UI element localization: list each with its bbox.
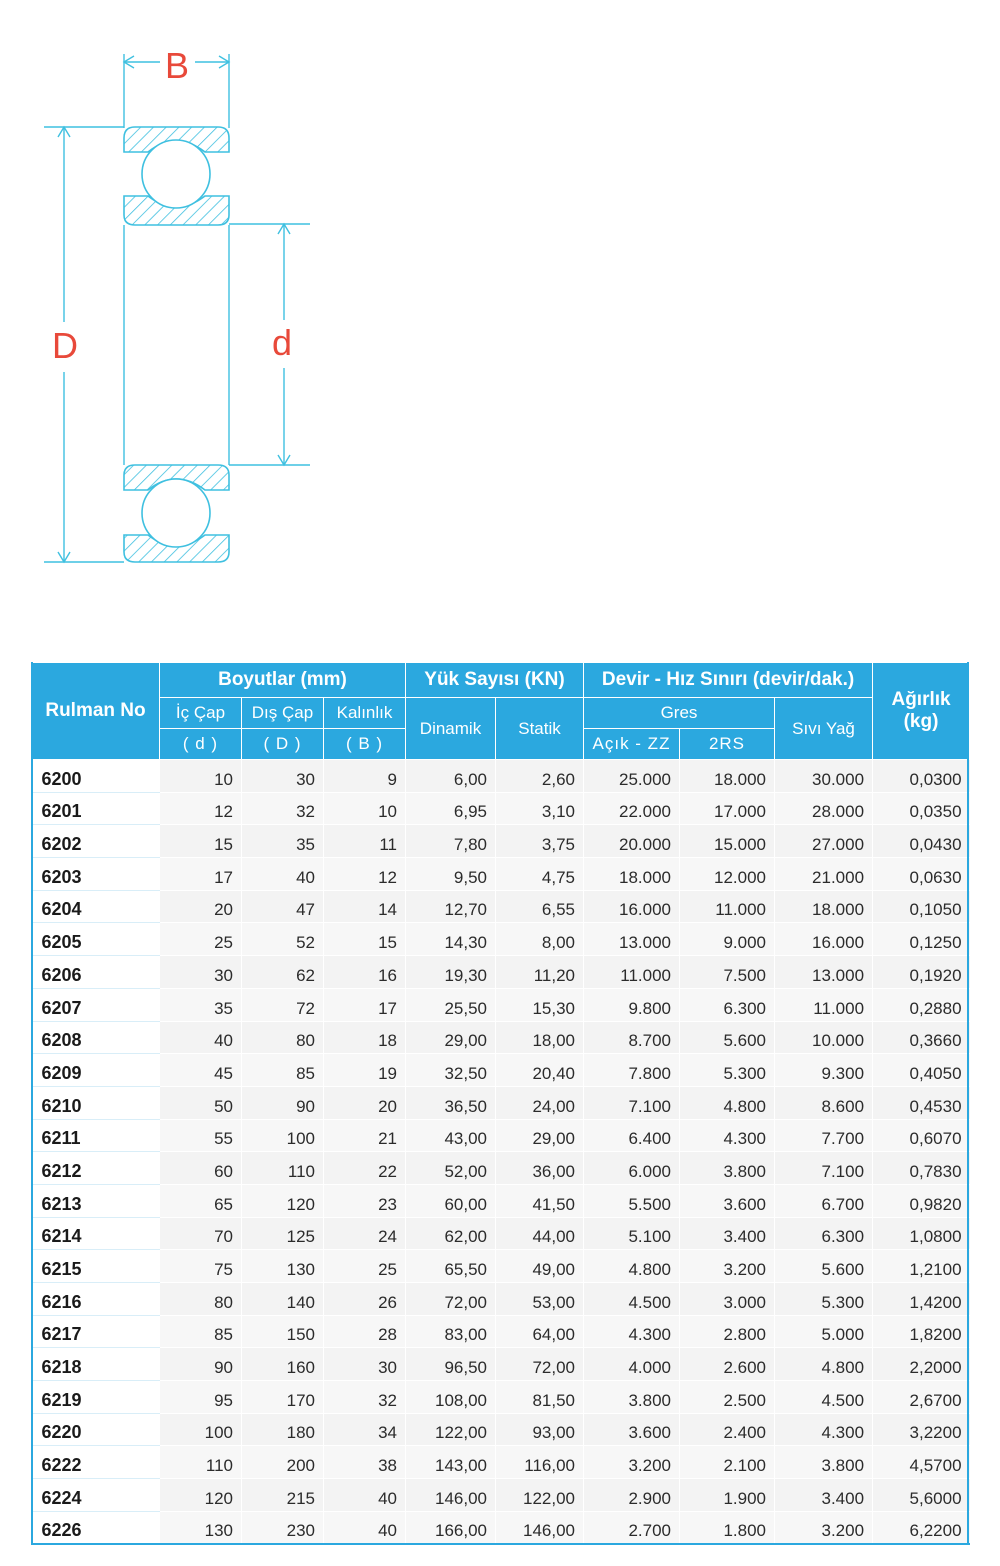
cell-kalinlik: 22 [324, 1152, 406, 1185]
cell-rulman-no: 6214 [32, 1217, 160, 1250]
cell-2rs: 2.800 [680, 1315, 775, 1348]
cell-acik-zz: 2.700 [584, 1511, 680, 1544]
cell-2rs: 12.000 [680, 858, 775, 891]
cell-ic-cap: 70 [160, 1217, 242, 1250]
header-2rs: 2RS [680, 729, 775, 760]
cell-rulman-no: 6211 [32, 1119, 160, 1152]
cell-dinamik: 108,00 [406, 1381, 496, 1414]
cell-statik: 44,00 [496, 1217, 584, 1250]
cell-2rs: 3.000 [680, 1283, 775, 1316]
table-frame-right [967, 662, 969, 1545]
cell-kalinlik: 11 [324, 825, 406, 858]
cell-2rs: 5.600 [680, 1021, 775, 1054]
cell-dis-cap: 85 [242, 1054, 324, 1087]
cell-dinamik: 52,00 [406, 1152, 496, 1185]
cell-dis-cap: 150 [242, 1315, 324, 1348]
cell-dis-cap: 230 [242, 1511, 324, 1544]
table-row [32, 1054, 970, 1087]
cell-2rs: 3.800 [680, 1152, 775, 1185]
cell-kalinlik: 12 [324, 858, 406, 891]
cell-ic-cap: 25 [160, 923, 242, 956]
cell-acik-zz: 8.700 [584, 1021, 680, 1054]
cell-dinamik: 96,50 [406, 1348, 496, 1381]
cell-ic-cap: 80 [160, 1283, 242, 1316]
cell-2rs: 6.300 [680, 988, 775, 1021]
cell-rulman-no: 6201 [32, 792, 160, 825]
cell-ic-cap: 85 [160, 1315, 242, 1348]
cell-statik: 122,00 [496, 1479, 584, 1512]
cell-agirlik: 0,9820 [873, 1184, 970, 1217]
cell-kalinlik: 20 [324, 1086, 406, 1119]
cell-statik: 146,00 [496, 1511, 584, 1544]
cell-2rs: 1.800 [680, 1511, 775, 1544]
cell-ic-cap: 130 [160, 1511, 242, 1544]
cell-dinamik: 7,80 [406, 825, 496, 858]
header-acik-zz: Açık - ZZ [584, 729, 680, 760]
cell-rulman-no: 6220 [32, 1413, 160, 1446]
cell-2rs: 2.400 [680, 1413, 775, 1446]
header-rulman-no: Rulman No [32, 663, 160, 760]
table-row [32, 1086, 970, 1119]
cell-2rs: 17.000 [680, 792, 775, 825]
cell-acik-zz: 9.800 [584, 988, 680, 1021]
cell-ic-cap: 30 [160, 956, 242, 989]
cell-rulman-no: 6224 [32, 1479, 160, 1512]
cell-ic-cap: 120 [160, 1479, 242, 1512]
cell-2rs: 2.600 [680, 1348, 775, 1381]
cell-sivi-yag: 8.600 [775, 1086, 873, 1119]
cell-agirlik: 0,3660 [873, 1021, 970, 1054]
cell-dis-cap: 100 [242, 1119, 324, 1152]
cell-2rs: 18.000 [680, 760, 775, 793]
table-row [32, 890, 970, 923]
cell-dinamik: 143,00 [406, 1446, 496, 1479]
cell-sivi-yag: 5.000 [775, 1315, 873, 1348]
table-row [32, 1348, 970, 1381]
cell-rulman-no: 6203 [32, 858, 160, 891]
cell-ic-cap: 55 [160, 1119, 242, 1152]
header-sivi-yag: Sıvı Yağ [775, 698, 873, 760]
table-row [32, 1184, 970, 1217]
cell-dis-cap: 170 [242, 1381, 324, 1414]
cell-acik-zz: 4.000 [584, 1348, 680, 1381]
cell-rulman-no: 6200 [32, 760, 160, 793]
table-row [32, 1250, 970, 1283]
cell-dis-cap: 160 [242, 1348, 324, 1381]
cell-acik-zz: 2.900 [584, 1479, 680, 1512]
cell-kalinlik: 40 [324, 1479, 406, 1512]
cell-dinamik: 83,00 [406, 1315, 496, 1348]
cell-agirlik: 0,0300 [873, 760, 970, 793]
cell-kalinlik: 32 [324, 1381, 406, 1414]
cell-kalinlik: 10 [324, 792, 406, 825]
cell-agirlik: 6,2200 [873, 1511, 970, 1544]
cell-2rs: 11.000 [680, 890, 775, 923]
cell-agirlik: 0,7830 [873, 1152, 970, 1185]
cell-ic-cap: 40 [160, 1021, 242, 1054]
cell-kalinlik: 40 [324, 1511, 406, 1544]
cell-agirlik: 0,0430 [873, 825, 970, 858]
header-statik: Statik [496, 698, 584, 760]
cell-rulman-no: 6208 [32, 1021, 160, 1054]
cell-acik-zz: 4.500 [584, 1283, 680, 1316]
cell-statik: 15,30 [496, 988, 584, 1021]
cell-agirlik: 1,4200 [873, 1283, 970, 1316]
cell-kalinlik: 19 [324, 1054, 406, 1087]
cell-kalinlik: 16 [324, 956, 406, 989]
cell-dinamik: 6,95 [406, 792, 496, 825]
bearing-spec-rows [32, 760, 970, 1545]
cell-rulman-no: 6204 [32, 890, 160, 923]
cell-statik: 4,75 [496, 858, 584, 891]
cell-kalinlik: 26 [324, 1283, 406, 1316]
cell-statik: 41,50 [496, 1184, 584, 1217]
cell-kalinlik: 24 [324, 1217, 406, 1250]
cell-acik-zz: 18.000 [584, 858, 680, 891]
table-row [32, 1152, 970, 1185]
cell-agirlik: 5,6000 [873, 1479, 970, 1512]
cell-2rs: 2.500 [680, 1381, 775, 1414]
cell-agirlik: 0,4050 [873, 1054, 970, 1087]
cell-rulman-no: 6210 [32, 1086, 160, 1119]
cell-rulman-no: 6205 [32, 923, 160, 956]
table-row [32, 825, 970, 858]
cell-acik-zz: 4.800 [584, 1250, 680, 1283]
cell-acik-zz: 7.800 [584, 1054, 680, 1087]
cell-kalinlik: 14 [324, 890, 406, 923]
table-row [32, 858, 970, 891]
cell-acik-zz: 6.400 [584, 1119, 680, 1152]
cell-sivi-yag: 27.000 [775, 825, 873, 858]
cell-sivi-yag: 13.000 [775, 956, 873, 989]
cell-agirlik: 1,2100 [873, 1250, 970, 1283]
cell-agirlik: 2,6700 [873, 1381, 970, 1414]
cell-statik: 72,00 [496, 1348, 584, 1381]
cell-statik: 3,75 [496, 825, 584, 858]
cell-statik: 11,20 [496, 956, 584, 989]
cell-acik-zz: 11.000 [584, 956, 680, 989]
cell-rulman-no: 6206 [32, 956, 160, 989]
cell-agirlik: 0,0350 [873, 792, 970, 825]
cell-kalinlik: 30 [324, 1348, 406, 1381]
cell-statik: 36,00 [496, 1152, 584, 1185]
cell-dis-cap: 215 [242, 1479, 324, 1512]
cell-dinamik: 146,00 [406, 1479, 496, 1512]
cell-acik-zz: 4.300 [584, 1315, 680, 1348]
cell-acik-zz: 6.000 [584, 1152, 680, 1185]
cell-dis-cap: 72 [242, 988, 324, 1021]
cell-dis-cap: 130 [242, 1250, 324, 1283]
table-row [32, 1413, 970, 1446]
cell-kalinlik: 34 [324, 1413, 406, 1446]
cell-dinamik: 72,00 [406, 1283, 496, 1316]
cell-dinamik: 36,50 [406, 1086, 496, 1119]
cell-dinamik: 9,50 [406, 858, 496, 891]
cell-rulman-no: 6217 [32, 1315, 160, 1348]
table-row [32, 1446, 970, 1479]
cell-statik: 93,00 [496, 1413, 584, 1446]
cell-ic-cap: 90 [160, 1348, 242, 1381]
cell-rulman-no: 6216 [32, 1283, 160, 1316]
cell-kalinlik: 9 [324, 760, 406, 793]
cell-statik: 20,40 [496, 1054, 584, 1087]
cell-rulman-no: 6207 [32, 988, 160, 1021]
cell-dis-cap: 140 [242, 1283, 324, 1316]
header-gres: Gres [584, 698, 775, 729]
cell-statik: 53,00 [496, 1283, 584, 1316]
cell-ic-cap: 15 [160, 825, 242, 858]
cell-sivi-yag: 5.300 [775, 1283, 873, 1316]
cell-dis-cap: 200 [242, 1446, 324, 1479]
cell-sivi-yag: 3.400 [775, 1479, 873, 1512]
cell-rulman-no: 6218 [32, 1348, 160, 1381]
cell-kalinlik: 15 [324, 923, 406, 956]
table-row [32, 1217, 970, 1250]
cell-dis-cap: 110 [242, 1152, 324, 1185]
cell-sivi-yag: 4.800 [775, 1348, 873, 1381]
cell-kalinlik: 28 [324, 1315, 406, 1348]
cell-acik-zz: 3.200 [584, 1446, 680, 1479]
cell-acik-zz: 7.100 [584, 1086, 680, 1119]
cell-dinamik: 29,00 [406, 1021, 496, 1054]
cell-dis-cap: 62 [242, 956, 324, 989]
cell-agirlik: 0,1920 [873, 956, 970, 989]
header-sym-d: ( d ) [160, 729, 242, 760]
table-row [32, 1511, 970, 1544]
cell-agirlik: 0,1250 [873, 923, 970, 956]
header-dis-cap: Dış Çap [242, 698, 324, 729]
cell-dinamik: 62,00 [406, 1217, 496, 1250]
cell-sivi-yag: 9.300 [775, 1054, 873, 1087]
cell-rulman-no: 6219 [32, 1381, 160, 1414]
header-yuk-sayisi: Yük Sayısı (KN) [406, 663, 584, 698]
cell-dis-cap: 32 [242, 792, 324, 825]
cell-dinamik: 12,70 [406, 890, 496, 923]
cell-ic-cap: 12 [160, 792, 242, 825]
cell-sivi-yag: 21.000 [775, 858, 873, 891]
cell-statik: 49,00 [496, 1250, 584, 1283]
cell-acik-zz: 3.800 [584, 1381, 680, 1414]
cell-dinamik: 60,00 [406, 1184, 496, 1217]
table-row [32, 956, 970, 989]
bearing-spec-table [31, 662, 970, 1545]
cell-agirlik: 0,6070 [873, 1119, 970, 1152]
cell-sivi-yag: 4.300 [775, 1413, 873, 1446]
cell-sivi-yag: 16.000 [775, 923, 873, 956]
cell-dinamik: 32,50 [406, 1054, 496, 1087]
table-row [32, 988, 970, 1021]
cell-rulman-no: 6209 [32, 1054, 160, 1087]
cell-dis-cap: 30 [242, 760, 324, 793]
cell-kalinlik: 38 [324, 1446, 406, 1479]
cell-ic-cap: 60 [160, 1152, 242, 1185]
cell-kalinlik: 18 [324, 1021, 406, 1054]
cell-2rs: 3.400 [680, 1217, 775, 1250]
cell-ic-cap: 45 [160, 1054, 242, 1087]
cell-sivi-yag: 6.300 [775, 1217, 873, 1250]
cell-agirlik: 0,1050 [873, 890, 970, 923]
cell-ic-cap: 10 [160, 760, 242, 793]
cell-statik: 29,00 [496, 1119, 584, 1152]
cell-acik-zz: 16.000 [584, 890, 680, 923]
cell-2rs: 3.600 [680, 1184, 775, 1217]
cell-dis-cap: 52 [242, 923, 324, 956]
cell-acik-zz: 20.000 [584, 825, 680, 858]
cell-agirlik: 2,2000 [873, 1348, 970, 1381]
cell-agirlik: 4,5700 [873, 1446, 970, 1479]
bearing-spec-table-container [31, 662, 969, 1545]
cell-statik: 3,10 [496, 792, 584, 825]
table-row [32, 1479, 970, 1512]
cell-sivi-yag: 18.000 [775, 890, 873, 923]
cell-agirlik: 0,0630 [873, 858, 970, 891]
cell-ic-cap: 110 [160, 1446, 242, 1479]
cell-statik: 6,55 [496, 890, 584, 923]
table-row [32, 760, 970, 793]
cell-2rs: 9.000 [680, 923, 775, 956]
cell-agirlik: 0,2880 [873, 988, 970, 1021]
cell-dinamik: 19,30 [406, 956, 496, 989]
cell-dis-cap: 47 [242, 890, 324, 923]
cell-acik-zz: 3.600 [584, 1413, 680, 1446]
cell-statik: 8,00 [496, 923, 584, 956]
cell-dinamik: 14,30 [406, 923, 496, 956]
cell-sivi-yag: 10.000 [775, 1021, 873, 1054]
header-boyutlar: Boyutlar (mm) [160, 663, 406, 698]
cell-2rs: 5.300 [680, 1054, 775, 1087]
cell-dis-cap: 80 [242, 1021, 324, 1054]
cell-agirlik: 1,8200 [873, 1315, 970, 1348]
cell-rulman-no: 6212 [32, 1152, 160, 1185]
cell-kalinlik: 23 [324, 1184, 406, 1217]
cell-dis-cap: 40 [242, 858, 324, 891]
cell-statik: 2,60 [496, 760, 584, 793]
cell-ic-cap: 50 [160, 1086, 242, 1119]
table-row [32, 792, 970, 825]
header-kalinlik: Kalınlık [324, 698, 406, 729]
cell-agirlik: 3,2200 [873, 1413, 970, 1446]
header-dinamik: Dinamik [406, 698, 496, 760]
table-row [32, 1315, 970, 1348]
cell-sivi-yag: 5.600 [775, 1250, 873, 1283]
cell-ic-cap: 20 [160, 890, 242, 923]
header-devir: Devir - Hız Sınırı (devir/dak.) [584, 663, 873, 698]
cell-agirlik: 1,0800 [873, 1217, 970, 1250]
header-sym-D: ( D ) [242, 729, 324, 760]
cell-acik-zz: 25.000 [584, 760, 680, 793]
header-agirlik: Ağırlık (kg) [873, 663, 970, 760]
label-D: D [52, 325, 78, 366]
cell-sivi-yag: 28.000 [775, 792, 873, 825]
cell-2rs: 4.800 [680, 1086, 775, 1119]
cell-agirlik: 0,4530 [873, 1086, 970, 1119]
table-row [32, 1381, 970, 1414]
cell-sivi-yag: 6.700 [775, 1184, 873, 1217]
cell-sivi-yag: 7.700 [775, 1119, 873, 1152]
cell-sivi-yag: 11.000 [775, 988, 873, 1021]
cell-ic-cap: 95 [160, 1381, 242, 1414]
cell-statik: 64,00 [496, 1315, 584, 1348]
label-B: B [165, 45, 190, 86]
cell-dis-cap: 90 [242, 1086, 324, 1119]
cell-dinamik: 6,00 [406, 760, 496, 793]
cell-ic-cap: 65 [160, 1184, 242, 1217]
header-ic-cap: İç Çap [160, 698, 242, 729]
cell-kalinlik: 21 [324, 1119, 406, 1152]
cell-2rs: 1.900 [680, 1479, 775, 1512]
cell-dinamik: 43,00 [406, 1119, 496, 1152]
cell-statik: 81,50 [496, 1381, 584, 1414]
cell-rulman-no: 6226 [32, 1511, 160, 1544]
cell-acik-zz: 5.500 [584, 1184, 680, 1217]
cell-kalinlik: 25 [324, 1250, 406, 1283]
cell-sivi-yag: 4.500 [775, 1381, 873, 1414]
table-row [32, 1119, 970, 1152]
cell-dis-cap: 35 [242, 825, 324, 858]
cell-dinamik: 25,50 [406, 988, 496, 1021]
cell-sivi-yag: 3.800 [775, 1446, 873, 1479]
cell-rulman-no: 6202 [32, 825, 160, 858]
cell-dinamik: 122,00 [406, 1413, 496, 1446]
cell-2rs: 7.500 [680, 956, 775, 989]
table-row [32, 923, 970, 956]
cell-kalinlik: 17 [324, 988, 406, 1021]
cell-2rs: 3.200 [680, 1250, 775, 1283]
cell-ic-cap: 35 [160, 988, 242, 1021]
cell-rulman-no: 6213 [32, 1184, 160, 1217]
cell-acik-zz: 22.000 [584, 792, 680, 825]
cell-acik-zz: 13.000 [584, 923, 680, 956]
cell-dis-cap: 180 [242, 1413, 324, 1446]
label-d: d [272, 322, 293, 363]
cell-sivi-yag: 3.200 [775, 1511, 873, 1544]
cell-2rs: 2.100 [680, 1446, 775, 1479]
table-row [32, 1021, 970, 1054]
cell-2rs: 15.000 [680, 825, 775, 858]
cell-sivi-yag: 7.100 [775, 1152, 873, 1185]
cell-2rs: 4.300 [680, 1119, 775, 1152]
cell-statik: 18,00 [496, 1021, 584, 1054]
cell-rulman-no: 6215 [32, 1250, 160, 1283]
cell-ic-cap: 75 [160, 1250, 242, 1283]
cell-rulman-no: 6222 [32, 1446, 160, 1479]
cell-statik: 116,00 [496, 1446, 584, 1479]
cell-statik: 24,00 [496, 1086, 584, 1119]
cell-dinamik: 166,00 [406, 1511, 496, 1544]
cell-acik-zz: 5.100 [584, 1217, 680, 1250]
cell-dis-cap: 125 [242, 1217, 324, 1250]
cell-ic-cap: 17 [160, 858, 242, 891]
bearing-cross-section-diagram [0, 0, 340, 600]
cell-ic-cap: 100 [160, 1413, 242, 1446]
cell-sivi-yag: 30.000 [775, 760, 873, 793]
header-sym-B: ( B ) [324, 729, 406, 760]
table-row [32, 1283, 970, 1316]
cell-dis-cap: 120 [242, 1184, 324, 1217]
cell-dinamik: 65,50 [406, 1250, 496, 1283]
